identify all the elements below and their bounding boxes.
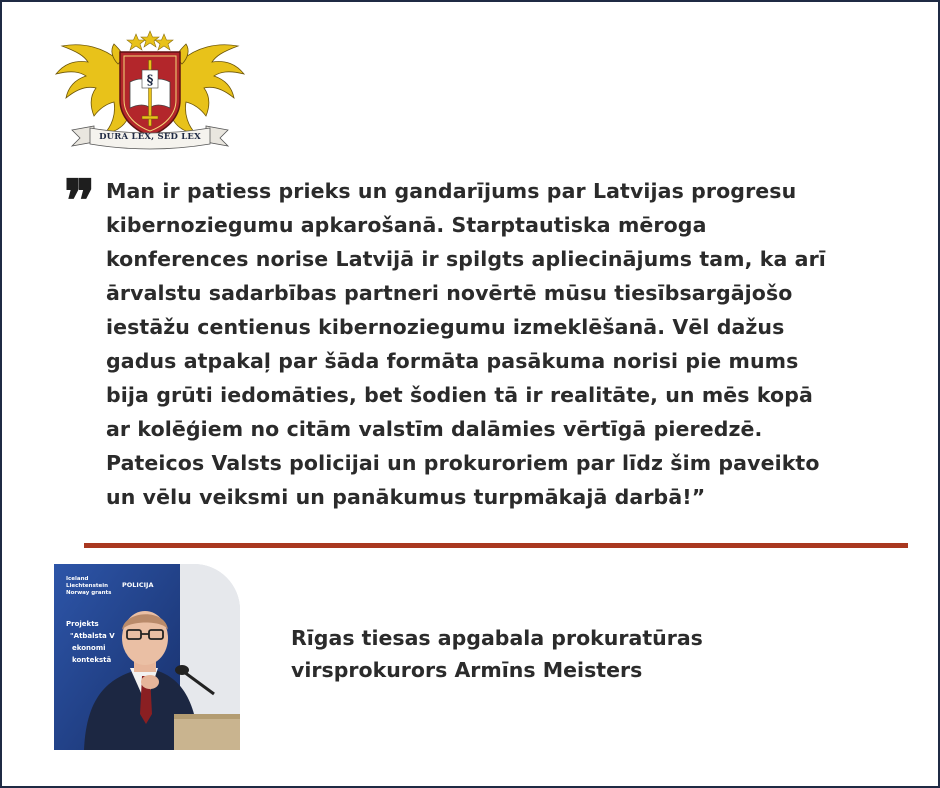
banner-text: kontekstā xyxy=(72,656,112,664)
coat-of-arms-logo xyxy=(54,30,246,150)
quote-line: Pateicos Valsts policijai un prokuroriem par līdz šim paveikto xyxy=(106,451,820,475)
speaker-caption xyxy=(291,622,703,686)
banner-text: Norway grants xyxy=(66,590,112,596)
quote-line: iestāžu centienus kibernoziegumu izmeklēšanā. Vēl dažus xyxy=(106,315,785,339)
banner-text: Iceland xyxy=(66,576,89,582)
banner-text: Projekts xyxy=(66,620,99,628)
quote-line: Man ir patiess prieks un gandarījums par Latvijas progresu xyxy=(106,179,797,203)
banner-text: "Atbalsta V xyxy=(70,632,115,640)
quotation-mark-icon: ❞ xyxy=(64,167,96,235)
caption-line: virsprokurors Armīns Meisters xyxy=(291,658,643,682)
quote-line: bija grūti iedomāties, bet šodien tā ir realitāte, un mēs kopā xyxy=(106,383,813,407)
quote-line: ārvalstu sadarbības partneri novērtē mūsu tiesībsargājošo xyxy=(106,281,793,305)
section-divider xyxy=(84,543,908,548)
quote-line: kibernoziegumu apkarošanā. Starptautiska mēroga xyxy=(106,213,707,237)
logo-motto: DURA LEX, SED LEX xyxy=(99,132,201,142)
banner-text: POLICIJA xyxy=(122,581,154,589)
quote-line: ar kolēģiem no citām valstīm dalāmies vērtīgā pieredzē. xyxy=(106,417,763,441)
banner-text: Liechtenstein xyxy=(66,583,109,589)
quote-line: konferences norise Latvijā ir spilgts apliecinājums tam, ka arī xyxy=(106,247,826,271)
quote-text xyxy=(106,174,906,514)
quote-line: un vēlu veiksmi un panākumus turpmākajā darbā!” xyxy=(106,485,706,509)
quote-line: gadus atpakaļ par šāda formāta pasākuma norisi pie mums xyxy=(106,349,799,373)
caption-line: Rīgas tiesas apgabala prokuratūras xyxy=(291,626,703,650)
speaker-photo xyxy=(54,564,240,750)
banner-text: ekonomi xyxy=(72,644,106,652)
svg-text:§: § xyxy=(146,73,154,88)
